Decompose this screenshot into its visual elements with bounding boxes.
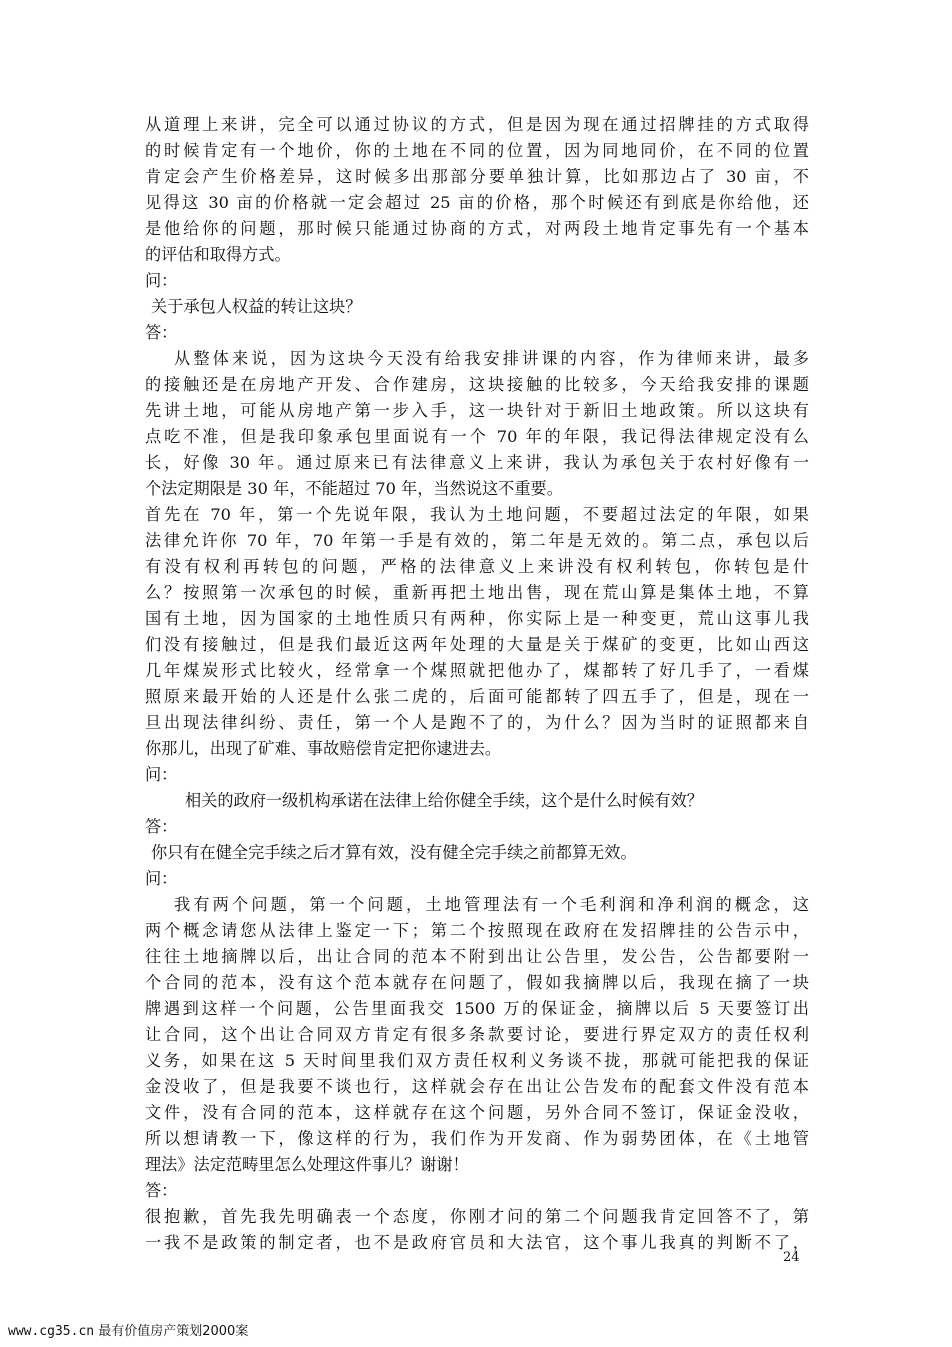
document-body — [145, 112, 809, 1256]
text-line: 几年煤炭形式比较火，经常拿一个煤照就把他办了，煤都转了好几手了，一看煤 — [145, 661, 809, 680]
text-line: 么？按照第一次承包的时候，重新再把土地出售，现在荒山算是集体土地，不算 — [145, 583, 809, 602]
text-line: 的接触还是在房地产开发、合作建房，这块接触的比较多，今天给我安排的课题 — [145, 375, 809, 394]
text-line: 点吃不准，但是我印象承包里面说有一个 70 年的年限，我记得法律规定没有么 — [145, 427, 809, 446]
qa-label — [145, 320, 809, 346]
text-line: 长，好像 30 年。通过原来已有法律意义上来讲，我认为承包关于农村好像有一 — [145, 453, 809, 472]
paragraph — [145, 1204, 809, 1256]
page-number: 24 — [783, 1250, 800, 1265]
text-line: 的评估和取得方式。 — [145, 245, 291, 264]
text-line: 牌遇到这样一个问题，公告里面我交 1500 万的保证金，摘牌以后 5 天要签订出 — [145, 999, 809, 1018]
qa-label — [145, 762, 809, 788]
text-line: 有没有权利再转包的问题，严格的法律意义上来讲没有权利转包，你转包是什 — [145, 557, 809, 576]
text-line: 法律允许你 70 年，70 年第一手是有效的，第二年是无效的。第二点，承包以后 — [145, 531, 809, 550]
footer-text: 最有价值房产策划2000案 — [98, 1324, 249, 1339]
qa-label — [145, 268, 809, 294]
text-line: 照原来最开始的人还是什么张二虎的，后面可能都转了四五手了，但是，现在一 — [145, 687, 809, 706]
text-line: 很抱歉，首先我先明确表一个态度，你刚才问的第二个问题我肯定回答不了，第 — [145, 1207, 809, 1226]
paragraph — [145, 840, 809, 866]
text-line: 所以想请教一下，像这样的行为，我们作为开发商、作为弱势团体，在《土地管 — [145, 1129, 809, 1148]
qa-label — [145, 814, 809, 840]
text-line: 义务，如果在这 5 天时间里我们双方责任权利义务谈不拢，那就可能把我的保证 — [145, 1051, 809, 1070]
text-line: 理法》法定范畴里怎么处理这件事儿？谢谢！ — [145, 1155, 469, 1174]
text-line: 见得这 30 亩的价格就一定会超过 25 亩的价格，那个时候还有到底是你给他，还 — [145, 193, 809, 212]
text-line: 问： — [145, 869, 178, 888]
footer-url[interactable]: www.cg35.cn — [8, 1324, 95, 1339]
text-line: 往往土地摘牌以后，出让合同的范本不附到出让公告里，发公告，公告都要附一 — [145, 947, 809, 966]
text-line: 问： — [145, 765, 178, 784]
text-line: 们没有接触过，但是我们最近这两年处理的大量是关于煤矿的变更，比如山西这 — [145, 635, 809, 654]
text-line: 文件，没有合同的范本，这样就存在这个问题，另外合同不签订，保证金没收， — [145, 1103, 809, 1122]
paragraph — [145, 112, 809, 268]
paragraph — [145, 346, 809, 502]
text-line: 两个概念请您从法律上鉴定一下；第二个按照现在政府在发招牌挂的公告示中， — [145, 921, 809, 940]
text-line: 从整体来说，因为这块今天没有给我安排讲课的内容，作为律师来讲，最多 — [174, 349, 809, 368]
text-line: 关于承包人权益的转让这块？ — [151, 297, 362, 316]
text-line: 国有土地，因为国家的土地性质只有两种，你实际上是一种变更，荒山这事儿我 — [145, 609, 809, 628]
text-line: 肯定会产生价格差异，这时候多出那部分要单独计算，比如那边占了 30 亩，不 — [145, 167, 809, 186]
text-line: 你只有在健全完手续之后才算有效，没有健全完手续之前都算无效。 — [151, 843, 637, 862]
text-line: 答： — [145, 817, 178, 836]
text-line: 我有两个问题，第一个问题，土地管理法有一个毛利润和净利润的概念，这 — [174, 895, 809, 914]
text-line: 个合同的范本，没有这个范本就存在问题了，假如我摘牌以后，我现在摘了一块 — [145, 973, 809, 992]
text-line: 从道理上来讲，完全可以通过协议的方式，但是因为现在通过招牌挂的方式取得 — [145, 115, 809, 134]
text-line: 让合同，这个出让合同双方肯定有很多条款要讨论，要进行界定双方的责任权利 — [145, 1025, 809, 1044]
text-line: 问： — [145, 271, 178, 290]
text-line: 答： — [145, 1181, 178, 1200]
paragraph — [145, 788, 809, 814]
text-line: 相关的政府一级机构承诺在法律上给你健全手续，这个是什么时候有效？ — [185, 791, 703, 810]
qa-label — [145, 1178, 809, 1204]
text-line: 答： — [145, 323, 178, 342]
footer — [8, 1320, 248, 1339]
text-line: 先讲土地，可能从房地产第一步入手，这一块针对于新旧土地政策。所以这块有 — [145, 401, 809, 420]
text-line: 首先在 70 年，第一个先说年限，我认为土地问题，不要超过法定的年限，如果 — [145, 505, 809, 524]
paragraph — [145, 294, 809, 320]
text-line: 是他给你的问题，那时候只能通过协商的方式，对两段土地肯定事先有一个基本 — [145, 219, 809, 238]
text-line: 金没收了，但是我要不谈也行，这样就会存在出让公告发布的配套文件没有范本 — [145, 1077, 809, 1096]
paragraph — [145, 502, 809, 762]
text-line: 一我不是政策的制定者，也不是政府官员和大法官，这个事儿我真的判断不了， — [145, 1233, 809, 1252]
text-line: 个法定期限是 30 年，不能超过 70 年，当然说这不重要。 — [145, 479, 563, 498]
text-line: 的时候肯定有一个地价，你的土地在不同的位置，因为同地同价，在不同的位置 — [145, 141, 809, 160]
text-line: 你那儿，出现了矿难、事故赔偿肯定把你逮进去。 — [145, 739, 502, 758]
text-line: 旦出现法律纠纷、责任，第一个人是跑不了的，为什么？因为当时的证照都来自 — [145, 713, 809, 732]
qa-label — [145, 866, 809, 892]
paragraph — [145, 892, 809, 1178]
